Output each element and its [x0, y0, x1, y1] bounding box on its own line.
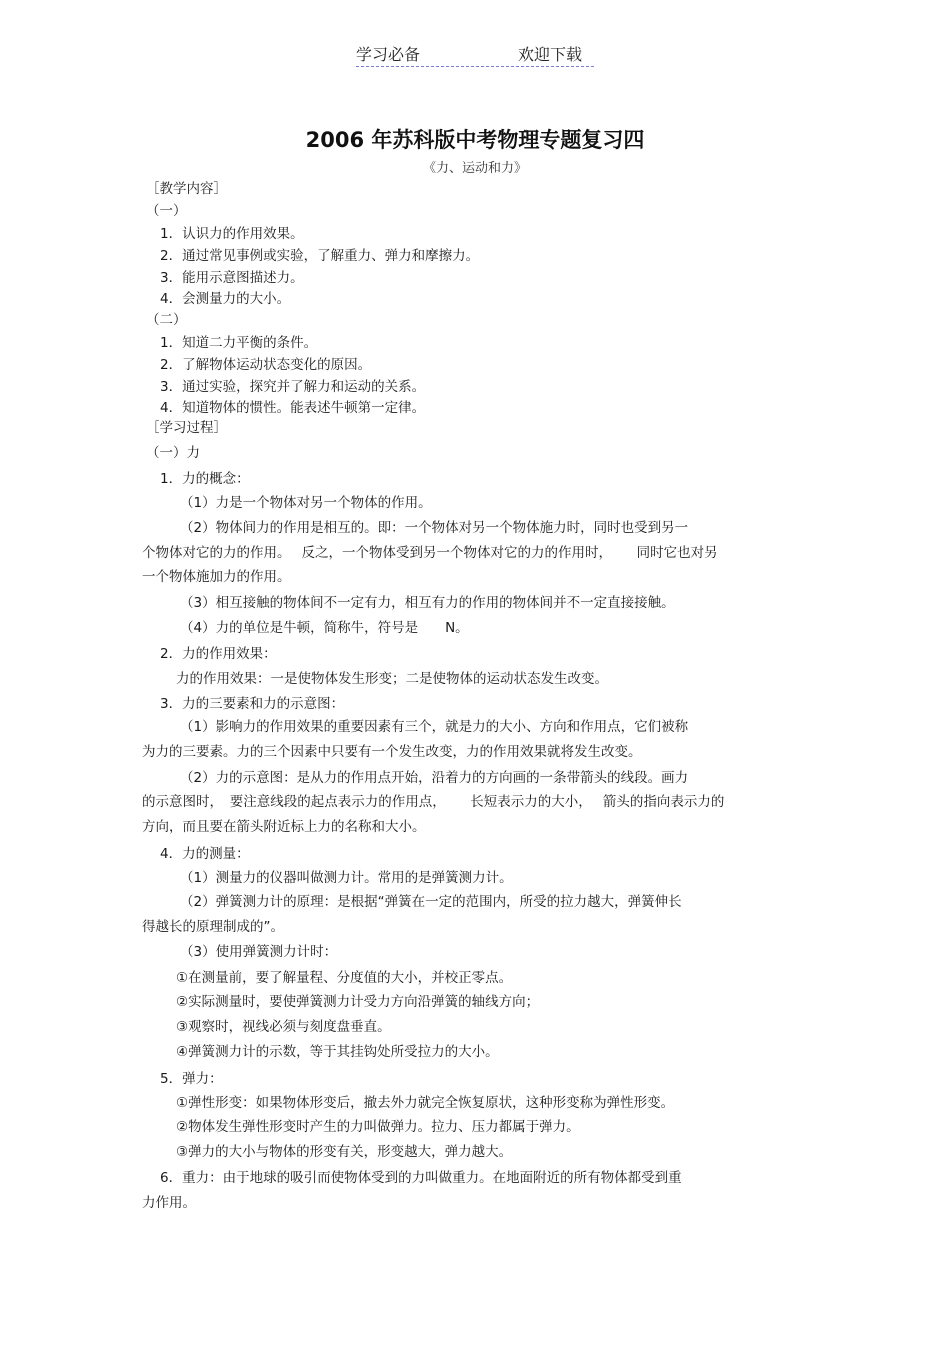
- paragraph-line: 方向，而且要在箭头附近标上力的名称和大小。: [142, 819, 426, 835]
- list-item: 2．通过常见事例或实验，了解重力、弹力和摩擦力。: [160, 248, 480, 264]
- subsection-heading: （一）力: [146, 445, 200, 461]
- list-item: 3．通过实验，探究并了解力和运动的关系。: [160, 379, 426, 395]
- list-item: 2．了解物体运动状态变化的原因。: [160, 357, 372, 373]
- paragraph-line: ③弹力的大小与物体的形变有关，形变越大，弹力越大。: [176, 1144, 513, 1160]
- section-heading: ［学习过程］: [146, 420, 227, 436]
- paragraph-line: 为力的三要素。力的三个因素中只要有一个发生改变，力的作用效果就将发生改变。: [142, 744, 642, 760]
- paragraph-line: ①在测量前，要了解量程、分度值的大小，并校正零点。: [176, 970, 513, 986]
- paragraph-line: ④弹簧测力计的示数，等于其挂钩处所受拉力的大小。: [176, 1044, 499, 1060]
- paragraph-line: （3）相互接触的物体间不一定有力，相互有力的作用的物体间并不一定直接接触。: [180, 595, 675, 611]
- paragraph-line: （1）测量力的仪器叫做测力计。常用的是弹簧测力计。: [180, 870, 513, 886]
- paragraph-line: ②实际测量时，要使弹簧测力计受力方向沿弹簧的轴线方向；: [176, 994, 540, 1010]
- page-header: [356, 42, 594, 67]
- subsection-heading: （二）: [146, 312, 187, 328]
- list-item: 4．会测量力的大小。: [160, 291, 291, 307]
- list-item: 3．能用示意图描述力。: [160, 270, 304, 286]
- paragraph-line: ②物体发生弹性形变时产生的力叫做弹力。拉力、压力都属于弹力。: [176, 1119, 580, 1135]
- header-right-text: 欢迎下载: [518, 45, 583, 64]
- list-item: 4．力的测量：: [160, 846, 250, 862]
- list-item: 4．知道物体的惯性。能表述牛顿第一定律。: [160, 400, 426, 416]
- paragraph-line: ③观察时，视线必须与刻度盘垂直。: [176, 1019, 391, 1035]
- paragraph-line: 一个物体施加力的作用。: [142, 569, 291, 585]
- paragraph-line: （4）力的单位是牛顿，简称牛，符号是 N。: [180, 620, 469, 636]
- list-item: 1．认识力的作用效果。: [160, 226, 304, 242]
- paragraph-line: （2）力的示意图：是从力的作用点开始，沿着力的方向画的一条带箭头的线段。画力: [180, 770, 689, 786]
- paragraph-line: 得越长的原理制成的”。: [142, 919, 284, 935]
- list-item: 1．力的概念：: [160, 471, 250, 487]
- section-heading: ［教学内容］: [146, 181, 227, 197]
- paragraph-line: 的示意图时， 要注意线段的起点表示力的作用点， 长短表示力的大小， 箭头的指向表示力的: [142, 794, 725, 810]
- list-item: 2．力的作用效果：: [160, 646, 277, 662]
- paragraph-line: 力作用。: [142, 1195, 196, 1211]
- list-item: 1．知道二力平衡的条件。: [160, 335, 318, 351]
- paragraph-line: （1）力是一个物体对另一个物体的作用。: [180, 495, 432, 511]
- header-left-text: 学习必备: [356, 45, 421, 64]
- paragraph-line: （2）物体间力的作用是相互的。即：一个物体对另一个物体施力时，同时也受到另一: [180, 520, 689, 536]
- list-item: 6．重力：由于地球的吸引而使物体受到的力叫做重力。在地面附近的所有物体都受到重: [160, 1170, 682, 1186]
- paragraph-line: （2）弹簧测力计的原理：是根据“弹簧在一定的范围内，所受的拉力越大，弹簧伸长: [180, 894, 682, 910]
- list-item: 5．弹力：: [160, 1071, 223, 1087]
- paragraph-line: 力的作用效果：一是使物体发生形变；二是使物体的运动状态发生改变。: [176, 671, 608, 687]
- document-title: 2006 年苏科版中考物理专题复习四: [305, 128, 645, 152]
- subsection-heading: （一）: [146, 203, 187, 219]
- list-item: 3．力的三要素和力的示意图：: [160, 696, 345, 712]
- paragraph-line: （1）影响力的作用效果的重要因素有三个，就是力的大小、方向和作用点，它们被称: [180, 719, 689, 735]
- paragraph-line: 个物体对它的力的作用。 反之，一个物体受到另一个物体对它的力的作用时， 同时它也对另: [142, 545, 718, 561]
- paragraph-line: ①弹性形变：如果物体形变后，撤去外力就完全恢复原状，这种形变称为弹性形变。: [176, 1095, 675, 1111]
- paragraph-line: （3）使用弹簧测力计时：: [180, 944, 338, 960]
- document-subtitle: 《力、运动和力》: [422, 161, 527, 176]
